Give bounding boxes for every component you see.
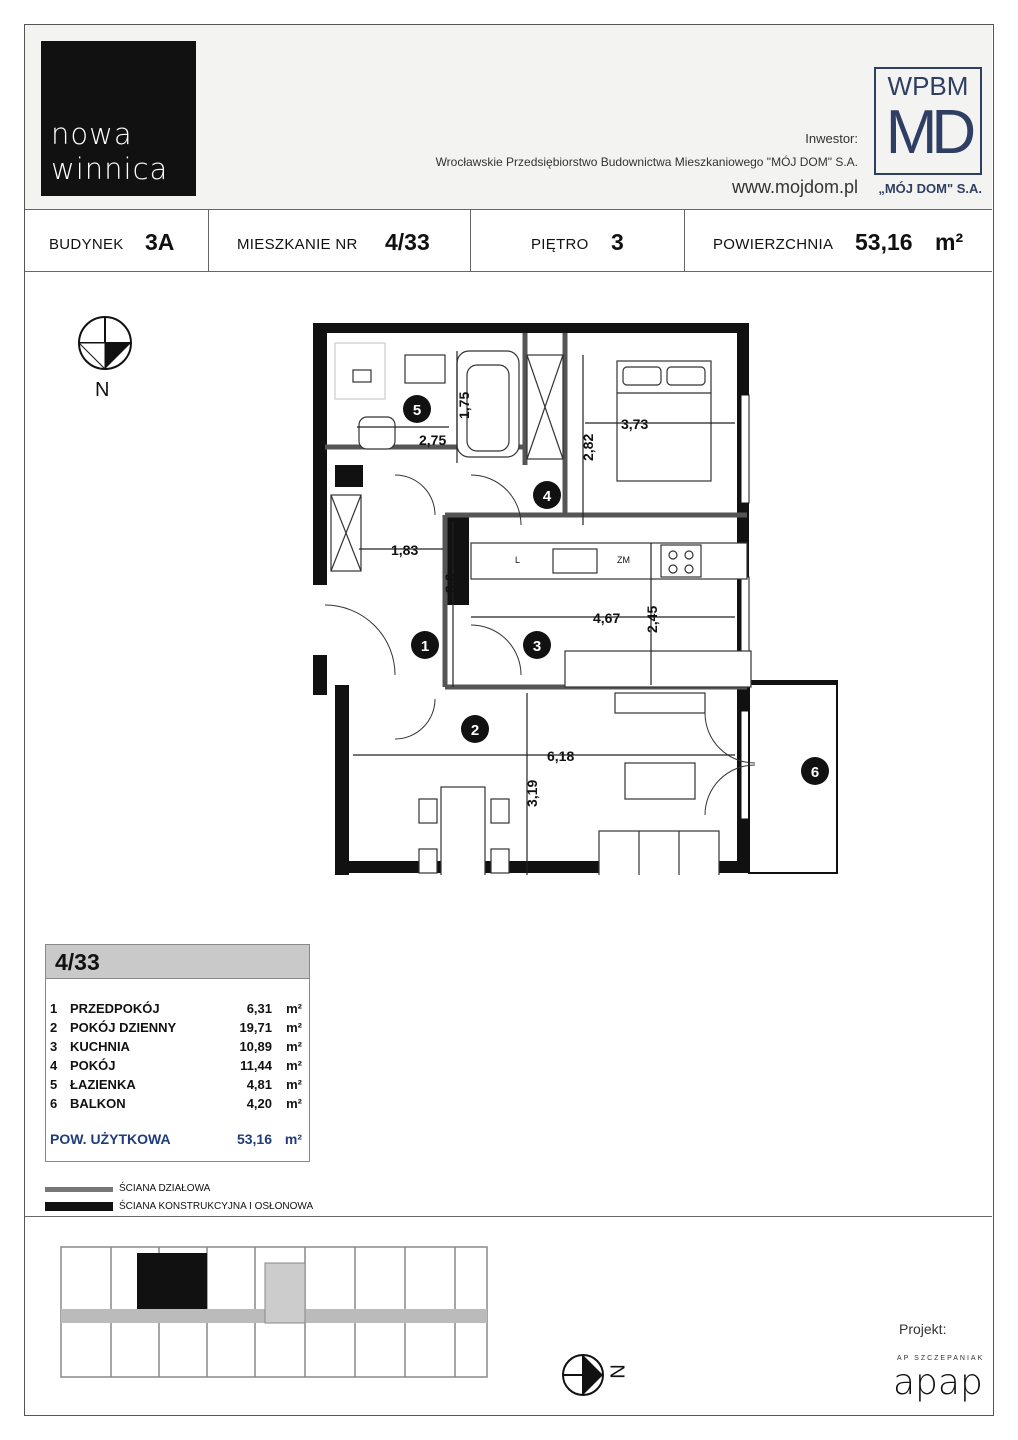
north-compass-icon bbox=[77, 315, 133, 371]
floor-value: 3 bbox=[611, 229, 624, 255]
bathroom-fixtures bbox=[335, 343, 563, 459]
building-label: BUDYNEK bbox=[49, 236, 124, 253]
investor-label: Inwestor: bbox=[805, 131, 858, 146]
building-key-plan bbox=[55, 1233, 495, 1391]
dim-bath-width: 2,75 bbox=[419, 432, 447, 448]
apartment-value: 4/33 bbox=[385, 229, 430, 255]
living-room-furniture bbox=[419, 763, 719, 875]
key-plan-compass-icon bbox=[561, 1353, 605, 1397]
area-unit: m² bbox=[935, 229, 964, 255]
page-frame bbox=[24, 24, 994, 1416]
svg-text:5: 5 bbox=[412, 402, 422, 419]
md-logo-top: WPBM bbox=[887, 71, 969, 101]
projekt-label: Projekt: bbox=[899, 1321, 947, 1337]
table-row: 3 KUCHNIA 10,89 m² bbox=[50, 1039, 302, 1054]
dim-hall-width: 1,83 bbox=[391, 542, 419, 558]
room-marker-4 bbox=[533, 481, 561, 509]
total-value: 53,16 bbox=[236, 1131, 272, 1147]
architect-name: AP SZCZEPANIAK bbox=[897, 1355, 985, 1362]
header bbox=[25, 25, 992, 210]
area-value: 53,16 bbox=[855, 229, 913, 255]
building-value: 3A bbox=[145, 229, 175, 255]
room-marker-5 bbox=[403, 395, 431, 423]
total-area-row bbox=[50, 1131, 302, 1147]
room-marker-2 bbox=[461, 715, 489, 743]
room-marker-3 bbox=[523, 631, 551, 659]
svg-text:4: 4 bbox=[542, 488, 552, 505]
key-plan-north-letter: N bbox=[605, 1364, 628, 1379]
svg-text:1: 1 bbox=[420, 638, 430, 655]
floor-plan bbox=[295, 315, 855, 875]
table-row: 5 ŁAZIENKA 4,81 m² bbox=[50, 1077, 302, 1092]
floor-cell bbox=[471, 209, 685, 271]
nowa-winnica-logo bbox=[41, 41, 196, 196]
dim-kitchen-width: 4,67 bbox=[593, 610, 621, 626]
table-row: 6 BALKON 4,20 m² bbox=[50, 1096, 302, 1111]
table-title: 4/33 bbox=[46, 945, 309, 979]
room-marker-6 bbox=[801, 757, 829, 785]
md-logo bbox=[874, 67, 982, 175]
room-area-table bbox=[45, 944, 310, 1162]
legend-partition-label: ŚCIANA DZIAŁOWA bbox=[119, 1183, 211, 1194]
north-letter: N bbox=[95, 379, 110, 401]
apartment-cell bbox=[209, 209, 471, 271]
svg-text:2: 2 bbox=[470, 722, 480, 739]
md-logo-mark: MD bbox=[885, 98, 971, 167]
label-zm: ZM bbox=[617, 555, 630, 565]
wardrobe bbox=[331, 495, 361, 571]
legend-structural-swatch bbox=[45, 1202, 113, 1211]
building-cell bbox=[25, 209, 209, 271]
dim-living-depth: 3,19 bbox=[524, 779, 540, 807]
apartment-label: MIESZKANIE NR bbox=[237, 236, 358, 253]
architect-logo: apap bbox=[893, 1362, 983, 1403]
md-logo-caption: „MÓJ DOM" S.A. bbox=[878, 181, 982, 196]
table-row: 4 POKÓJ 11,44 m² bbox=[50, 1058, 302, 1073]
dim-bedroom-width: 3,73 bbox=[621, 416, 649, 432]
stair-core bbox=[265, 1263, 305, 1323]
investor-name: Wrocławskie Przedsiębiorstwo Budownictwa Mieszkaniowego "MÓJ DOM" S.A. bbox=[435, 155, 858, 169]
dim-living-width: 6,18 bbox=[547, 748, 575, 764]
highlighted-apartment bbox=[137, 1253, 207, 1309]
svg-text:6: 6 bbox=[810, 764, 820, 781]
total-unit: m² bbox=[284, 1131, 302, 1147]
legend-partition-swatch bbox=[45, 1187, 113, 1192]
dim-kitchen-depth: 2,45 bbox=[644, 605, 660, 633]
total-label: POW. UŻYTKOWA bbox=[50, 1131, 171, 1147]
room-marker-1 bbox=[411, 631, 439, 659]
area-cell bbox=[685, 209, 992, 271]
svg-text:3: 3 bbox=[532, 638, 542, 655]
table-row: 1 PRZEDPOKÓJ 6,31 m² bbox=[50, 1001, 302, 1016]
dim-bath-height: 1,75 bbox=[456, 391, 472, 419]
area-label: POWIERZCHNIA bbox=[713, 236, 834, 253]
investor-website[interactable]: www.mojdom.pl bbox=[731, 177, 858, 197]
dim-hall-length: 3,6 bbox=[442, 573, 458, 593]
info-bar bbox=[25, 209, 992, 272]
legend-structural-label: ŚCIANA KONSTRUKCYJNA I OSŁONOWA bbox=[119, 1201, 314, 1212]
floor-label: PIĘTRO bbox=[531, 236, 589, 253]
table-row: 2 POKÓJ DZIENNY 19,71 m² bbox=[50, 1020, 302, 1035]
label-l: L bbox=[515, 555, 521, 565]
logo-line1: nowa bbox=[51, 117, 133, 151]
footer-divider bbox=[25, 1216, 992, 1217]
dim-bedroom-depth: 2,82 bbox=[580, 433, 596, 461]
logo-line2: winnica bbox=[51, 152, 169, 186]
windows bbox=[741, 395, 749, 819]
